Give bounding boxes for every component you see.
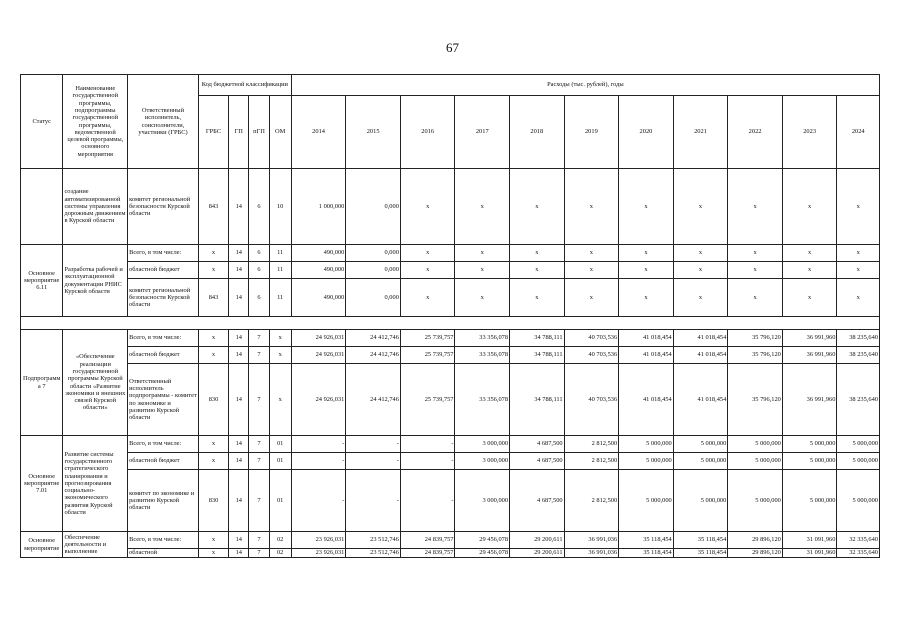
value-cell: 24 412,746 xyxy=(346,364,401,436)
code-cell: 843 xyxy=(198,169,228,245)
code-cell: 14 xyxy=(229,436,249,453)
year-header: 2023 xyxy=(782,96,837,169)
value-cell: 38 235,640 xyxy=(837,364,880,436)
value-cell: x xyxy=(728,245,783,262)
value-cell: 35 118,454 xyxy=(673,549,728,558)
value-cell: x xyxy=(564,169,619,245)
value-cell: 23 926,031 xyxy=(291,532,346,549)
code-cell: 7 xyxy=(249,330,269,347)
responsible-cell: областной бюджет xyxy=(128,262,199,279)
value-cell: 35 796,120 xyxy=(728,364,783,436)
responsible-cell: областной xyxy=(128,549,199,558)
value-cell: 0,000 xyxy=(346,279,401,317)
value-cell: 490,000 xyxy=(291,245,346,262)
code-cell: 7 xyxy=(249,532,269,549)
value-cell: - xyxy=(346,470,401,532)
code-cell: 7 xyxy=(249,436,269,453)
code-cell: 6 xyxy=(249,245,269,262)
value-cell: 3 000,000 xyxy=(455,453,510,470)
responsible-cell: областной бюджет xyxy=(128,347,199,364)
table-row xyxy=(21,347,880,364)
activity-name-cell: Обеспечение деятельности и выполнение xyxy=(63,532,128,558)
value-cell: 40 703,536 xyxy=(564,364,619,436)
value-cell: 35 118,454 xyxy=(619,532,674,549)
responsible-cell: комитет региональной безопасности Курской области xyxy=(128,279,199,317)
value-cell: 2 812,500 xyxy=(564,436,619,453)
code-cell: 10 xyxy=(269,169,291,245)
status-cell xyxy=(21,169,63,245)
code-cell: 02 xyxy=(269,549,291,558)
code-cell: 14 xyxy=(229,279,249,317)
table-row xyxy=(21,470,880,532)
table-row xyxy=(21,436,880,453)
expenses-header: Расходы (тыс. рублей), годы xyxy=(291,75,879,96)
activity-name-cell: Разработка рабочей и эксплуатационной документации РНИС Курской области xyxy=(63,245,128,317)
value-cell: 5 000,000 xyxy=(782,436,837,453)
responsible-cell: Ответственный исполнитель подпрограммы - комитет по экономике и развитию Курской области xyxy=(128,364,199,436)
code-cell: 7 xyxy=(249,453,269,470)
value-cell: 29 200,611 xyxy=(510,532,565,549)
value-cell: 35 796,120 xyxy=(728,330,783,347)
code-header-grbs: ГРБС xyxy=(198,96,228,169)
value-cell: 32 335,640 xyxy=(837,549,880,558)
code-cell: 02 xyxy=(269,532,291,549)
value-cell: 0,000 xyxy=(346,245,401,262)
header-row-1 xyxy=(21,75,880,96)
value-cell: 24 839,757 xyxy=(400,532,455,549)
value-cell: - xyxy=(400,436,455,453)
value-cell: 38 235,640 xyxy=(837,347,880,364)
value-cell: x xyxy=(510,279,565,317)
value-cell: 36 991,036 xyxy=(564,532,619,549)
value-cell: 4 687,500 xyxy=(510,453,565,470)
value-cell: x xyxy=(782,245,837,262)
value-cell: 34 788,111 xyxy=(510,364,565,436)
value-cell: 29 896,120 xyxy=(728,532,783,549)
status-header: Статус xyxy=(21,75,63,169)
table-row xyxy=(21,169,880,245)
code-cell: 14 xyxy=(229,549,249,558)
table-row xyxy=(21,549,880,558)
value-cell: x xyxy=(837,169,880,245)
value-cell: - xyxy=(291,470,346,532)
code-cell: 830 xyxy=(198,364,228,436)
value-cell: x xyxy=(837,245,880,262)
value-cell: - xyxy=(400,470,455,532)
name-header: Наименование государственной программы, подпрограммы государственной программы, ведомственной целевой программы, основного мероприятия xyxy=(63,75,128,169)
value-cell: 41 018,454 xyxy=(619,364,674,436)
code-cell: 14 xyxy=(229,169,249,245)
table-row xyxy=(21,364,880,436)
code-cell: 14 xyxy=(229,470,249,532)
value-cell: 23 926,031 xyxy=(291,549,346,558)
value-cell: 0,000 xyxy=(346,169,401,245)
value-cell: 41 018,454 xyxy=(673,347,728,364)
value-cell: 41 018,454 xyxy=(619,347,674,364)
value-cell: 40 703,536 xyxy=(564,330,619,347)
code-cell: 14 xyxy=(229,262,249,279)
responsible-cell: Всего, в том числе: xyxy=(128,245,199,262)
value-cell: 5 000,000 xyxy=(728,436,783,453)
value-cell: x xyxy=(619,245,674,262)
value-cell: 5 000,000 xyxy=(673,453,728,470)
value-cell: 25 739,757 xyxy=(400,347,455,364)
year-header: 2020 xyxy=(619,96,674,169)
value-cell: x xyxy=(510,262,565,279)
value-cell: 40 703,536 xyxy=(564,347,619,364)
code-cell: x xyxy=(198,436,228,453)
value-cell: 25 739,757 xyxy=(400,330,455,347)
value-cell: 41 018,454 xyxy=(673,364,728,436)
value-cell: x xyxy=(837,279,880,317)
year-header: 2018 xyxy=(510,96,565,169)
value-cell: 29 456,078 xyxy=(455,549,510,558)
code-cell: 01 xyxy=(269,470,291,532)
value-cell: 41 018,454 xyxy=(619,330,674,347)
responsible-cell: областной бюджет xyxy=(128,453,199,470)
value-cell: 1 000,000 xyxy=(291,169,346,245)
code-cell: 7 xyxy=(249,347,269,364)
value-cell: - xyxy=(346,453,401,470)
responsible-cell: комитет по экономике и развитию Курской области xyxy=(128,470,199,532)
value-cell: 5 000,000 xyxy=(619,436,674,453)
value-cell: 29 456,078 xyxy=(455,532,510,549)
value-cell: 41 018,454 xyxy=(673,330,728,347)
value-cell: 3 000,000 xyxy=(455,436,510,453)
code-cell: x xyxy=(198,549,228,558)
value-cell: 34 788,111 xyxy=(510,347,565,364)
spacer-cell xyxy=(21,317,880,330)
code-cell: x xyxy=(198,262,228,279)
value-cell: x xyxy=(455,169,510,245)
value-cell: 32 335,640 xyxy=(837,532,880,549)
code-cell: 14 xyxy=(229,453,249,470)
value-cell: 2 812,500 xyxy=(564,453,619,470)
value-cell: 4 687,500 xyxy=(510,470,565,532)
value-cell: 35 118,454 xyxy=(673,532,728,549)
value-cell: x xyxy=(782,169,837,245)
year-header: 2015 xyxy=(346,96,401,169)
value-cell: x xyxy=(728,169,783,245)
code-cell: 14 xyxy=(229,330,249,347)
spacer-row xyxy=(21,317,880,330)
responsible-cell: Всего, в том числе: xyxy=(128,436,199,453)
value-cell: x xyxy=(673,245,728,262)
value-cell: 23 512,746 xyxy=(346,532,401,549)
value-cell: 5 000,000 xyxy=(619,453,674,470)
value-cell: - xyxy=(291,436,346,453)
activity-name-cell: Развитие системы государственного стратегического планирования и прогнозирования социально-экономического развития Курской области xyxy=(63,436,128,532)
code-cell: x xyxy=(198,532,228,549)
activity-name-cell: «Обеспечение реализации государственной программы Курской области «Развитие экономики и внешних связей Курской области» xyxy=(63,330,128,436)
value-cell: x xyxy=(564,279,619,317)
status-cell: Основное мероприятие 7.01 xyxy=(21,436,63,532)
value-cell: 5 000,000 xyxy=(728,470,783,532)
responsible-cell: Всего, в том числе: xyxy=(128,330,199,347)
code-cell: 830 xyxy=(198,470,228,532)
value-cell: 36 991,036 xyxy=(564,549,619,558)
value-cell: x xyxy=(673,262,728,279)
value-cell: 3 000,000 xyxy=(455,470,510,532)
value-cell: 31 091,960 xyxy=(782,532,837,549)
budget-table xyxy=(20,74,880,558)
value-cell: 35 118,454 xyxy=(619,549,674,558)
value-cell: 38 235,640 xyxy=(837,330,880,347)
code-cell: 14 xyxy=(229,347,249,364)
code-cell: 11 xyxy=(269,279,291,317)
value-cell: x xyxy=(673,169,728,245)
value-cell: - xyxy=(346,436,401,453)
value-cell: x xyxy=(837,262,880,279)
value-cell: x xyxy=(455,245,510,262)
value-cell: 0,000 xyxy=(346,262,401,279)
year-header: 2016 xyxy=(400,96,455,169)
code-cell: x xyxy=(269,347,291,364)
budget-code-header: Код бюджетной классификации xyxy=(198,75,291,96)
code-header-gp: ГП xyxy=(229,96,249,169)
value-cell: x xyxy=(400,262,455,279)
value-cell: x xyxy=(455,279,510,317)
code-cell: x xyxy=(198,245,228,262)
value-cell: 24 839,757 xyxy=(400,549,455,558)
budget-table-body xyxy=(21,169,880,558)
table-row xyxy=(21,453,880,470)
value-cell: x xyxy=(564,245,619,262)
value-cell: x xyxy=(782,279,837,317)
value-cell: 5 000,000 xyxy=(782,470,837,532)
value-cell: 490,000 xyxy=(291,262,346,279)
year-header: 2014 xyxy=(291,96,346,169)
code-header-pgp: пГП xyxy=(249,96,269,169)
value-cell: 490,000 xyxy=(291,279,346,317)
code-cell: 11 xyxy=(269,245,291,262)
value-cell: 29 896,120 xyxy=(728,549,783,558)
value-cell: 24 412,746 xyxy=(346,330,401,347)
code-cell: 7 xyxy=(249,470,269,532)
value-cell: x xyxy=(728,262,783,279)
code-cell: 6 xyxy=(249,279,269,317)
responsible-cell: Всего, в том числе: xyxy=(128,532,199,549)
value-cell: x xyxy=(564,262,619,279)
status-cell: Основное мероприятие xyxy=(21,532,63,558)
year-header: 2019 xyxy=(564,96,619,169)
value-cell: 5 000,000 xyxy=(782,453,837,470)
status-cell: Подпрограмма 7 xyxy=(21,330,63,436)
code-cell: 14 xyxy=(229,532,249,549)
value-cell: x xyxy=(510,169,565,245)
code-cell: x xyxy=(198,453,228,470)
value-cell: 36 991,960 xyxy=(782,330,837,347)
code-cell: 6 xyxy=(249,169,269,245)
code-cell: x xyxy=(269,330,291,347)
status-cell: Основное мероприятие 6.11 xyxy=(21,245,63,317)
code-cell: 14 xyxy=(229,245,249,262)
value-cell: x xyxy=(400,169,455,245)
table-row xyxy=(21,245,880,262)
value-cell: 34 788,111 xyxy=(510,330,565,347)
responsible-header: Ответственный исполнитель, соисполнители, участники (ГРБС) xyxy=(128,75,199,169)
page-number: 67 xyxy=(446,40,459,55)
code-cell: 01 xyxy=(269,436,291,453)
code-cell: 14 xyxy=(229,364,249,436)
value-cell: 5 000,000 xyxy=(837,453,880,470)
value-cell: 25 739,757 xyxy=(400,364,455,436)
value-cell: 5 000,000 xyxy=(837,470,880,532)
value-cell: 5 000,000 xyxy=(837,436,880,453)
year-header: 2022 xyxy=(728,96,783,169)
responsible-cell: комитет региональной безопасности Курской области xyxy=(128,169,199,245)
code-cell: x xyxy=(269,364,291,436)
table-row xyxy=(21,532,880,549)
table-row xyxy=(21,279,880,317)
value-cell: 5 000,000 xyxy=(728,453,783,470)
activity-name-cell: создание автоматизированной системы управления дорожным движением в Курской области xyxy=(63,169,128,245)
code-cell: 01 xyxy=(269,453,291,470)
year-header: 2024 xyxy=(837,96,880,169)
value-cell: 36 991,960 xyxy=(782,364,837,436)
value-cell: 35 796,120 xyxy=(728,347,783,364)
value-cell: 2 812,500 xyxy=(564,470,619,532)
value-cell: x xyxy=(619,262,674,279)
code-cell: 11 xyxy=(269,262,291,279)
value-cell: 24 926,031 xyxy=(291,364,346,436)
code-cell: 843 xyxy=(198,279,228,317)
value-cell: 24 412,746 xyxy=(346,347,401,364)
value-cell: x xyxy=(673,279,728,317)
value-cell: x xyxy=(400,245,455,262)
value-cell: 33 356,078 xyxy=(455,347,510,364)
value-cell: 24 926,031 xyxy=(291,330,346,347)
value-cell: 33 356,078 xyxy=(455,364,510,436)
value-cell: 5 000,000 xyxy=(673,470,728,532)
value-cell: x xyxy=(782,262,837,279)
value-cell: x xyxy=(400,279,455,317)
code-cell: 6 xyxy=(249,262,269,279)
value-cell: 5 000,000 xyxy=(619,470,674,532)
value-cell: 36 991,960 xyxy=(782,347,837,364)
value-cell: x xyxy=(619,169,674,245)
value-cell: x xyxy=(619,279,674,317)
value-cell: x xyxy=(455,262,510,279)
code-header-om: ОМ xyxy=(269,96,291,169)
code-cell: 7 xyxy=(249,364,269,436)
value-cell: 4 687,500 xyxy=(510,436,565,453)
table-row xyxy=(21,330,880,347)
value-cell: 23 512,746 xyxy=(346,549,401,558)
value-cell: - xyxy=(400,453,455,470)
value-cell: x xyxy=(728,279,783,317)
value-cell: x xyxy=(510,245,565,262)
value-cell: 5 000,000 xyxy=(673,436,728,453)
year-header: 2017 xyxy=(455,96,510,169)
year-header: 2021 xyxy=(673,96,728,169)
value-cell: 33 356,078 xyxy=(455,330,510,347)
table-row xyxy=(21,262,880,279)
value-cell: 29 200,611 xyxy=(510,549,565,558)
value-cell: 24 926,031 xyxy=(291,347,346,364)
code-cell: x xyxy=(198,347,228,364)
code-cell: x xyxy=(198,330,228,347)
code-cell: 7 xyxy=(249,549,269,558)
value-cell: 31 091,960 xyxy=(782,549,837,558)
value-cell: - xyxy=(291,453,346,470)
